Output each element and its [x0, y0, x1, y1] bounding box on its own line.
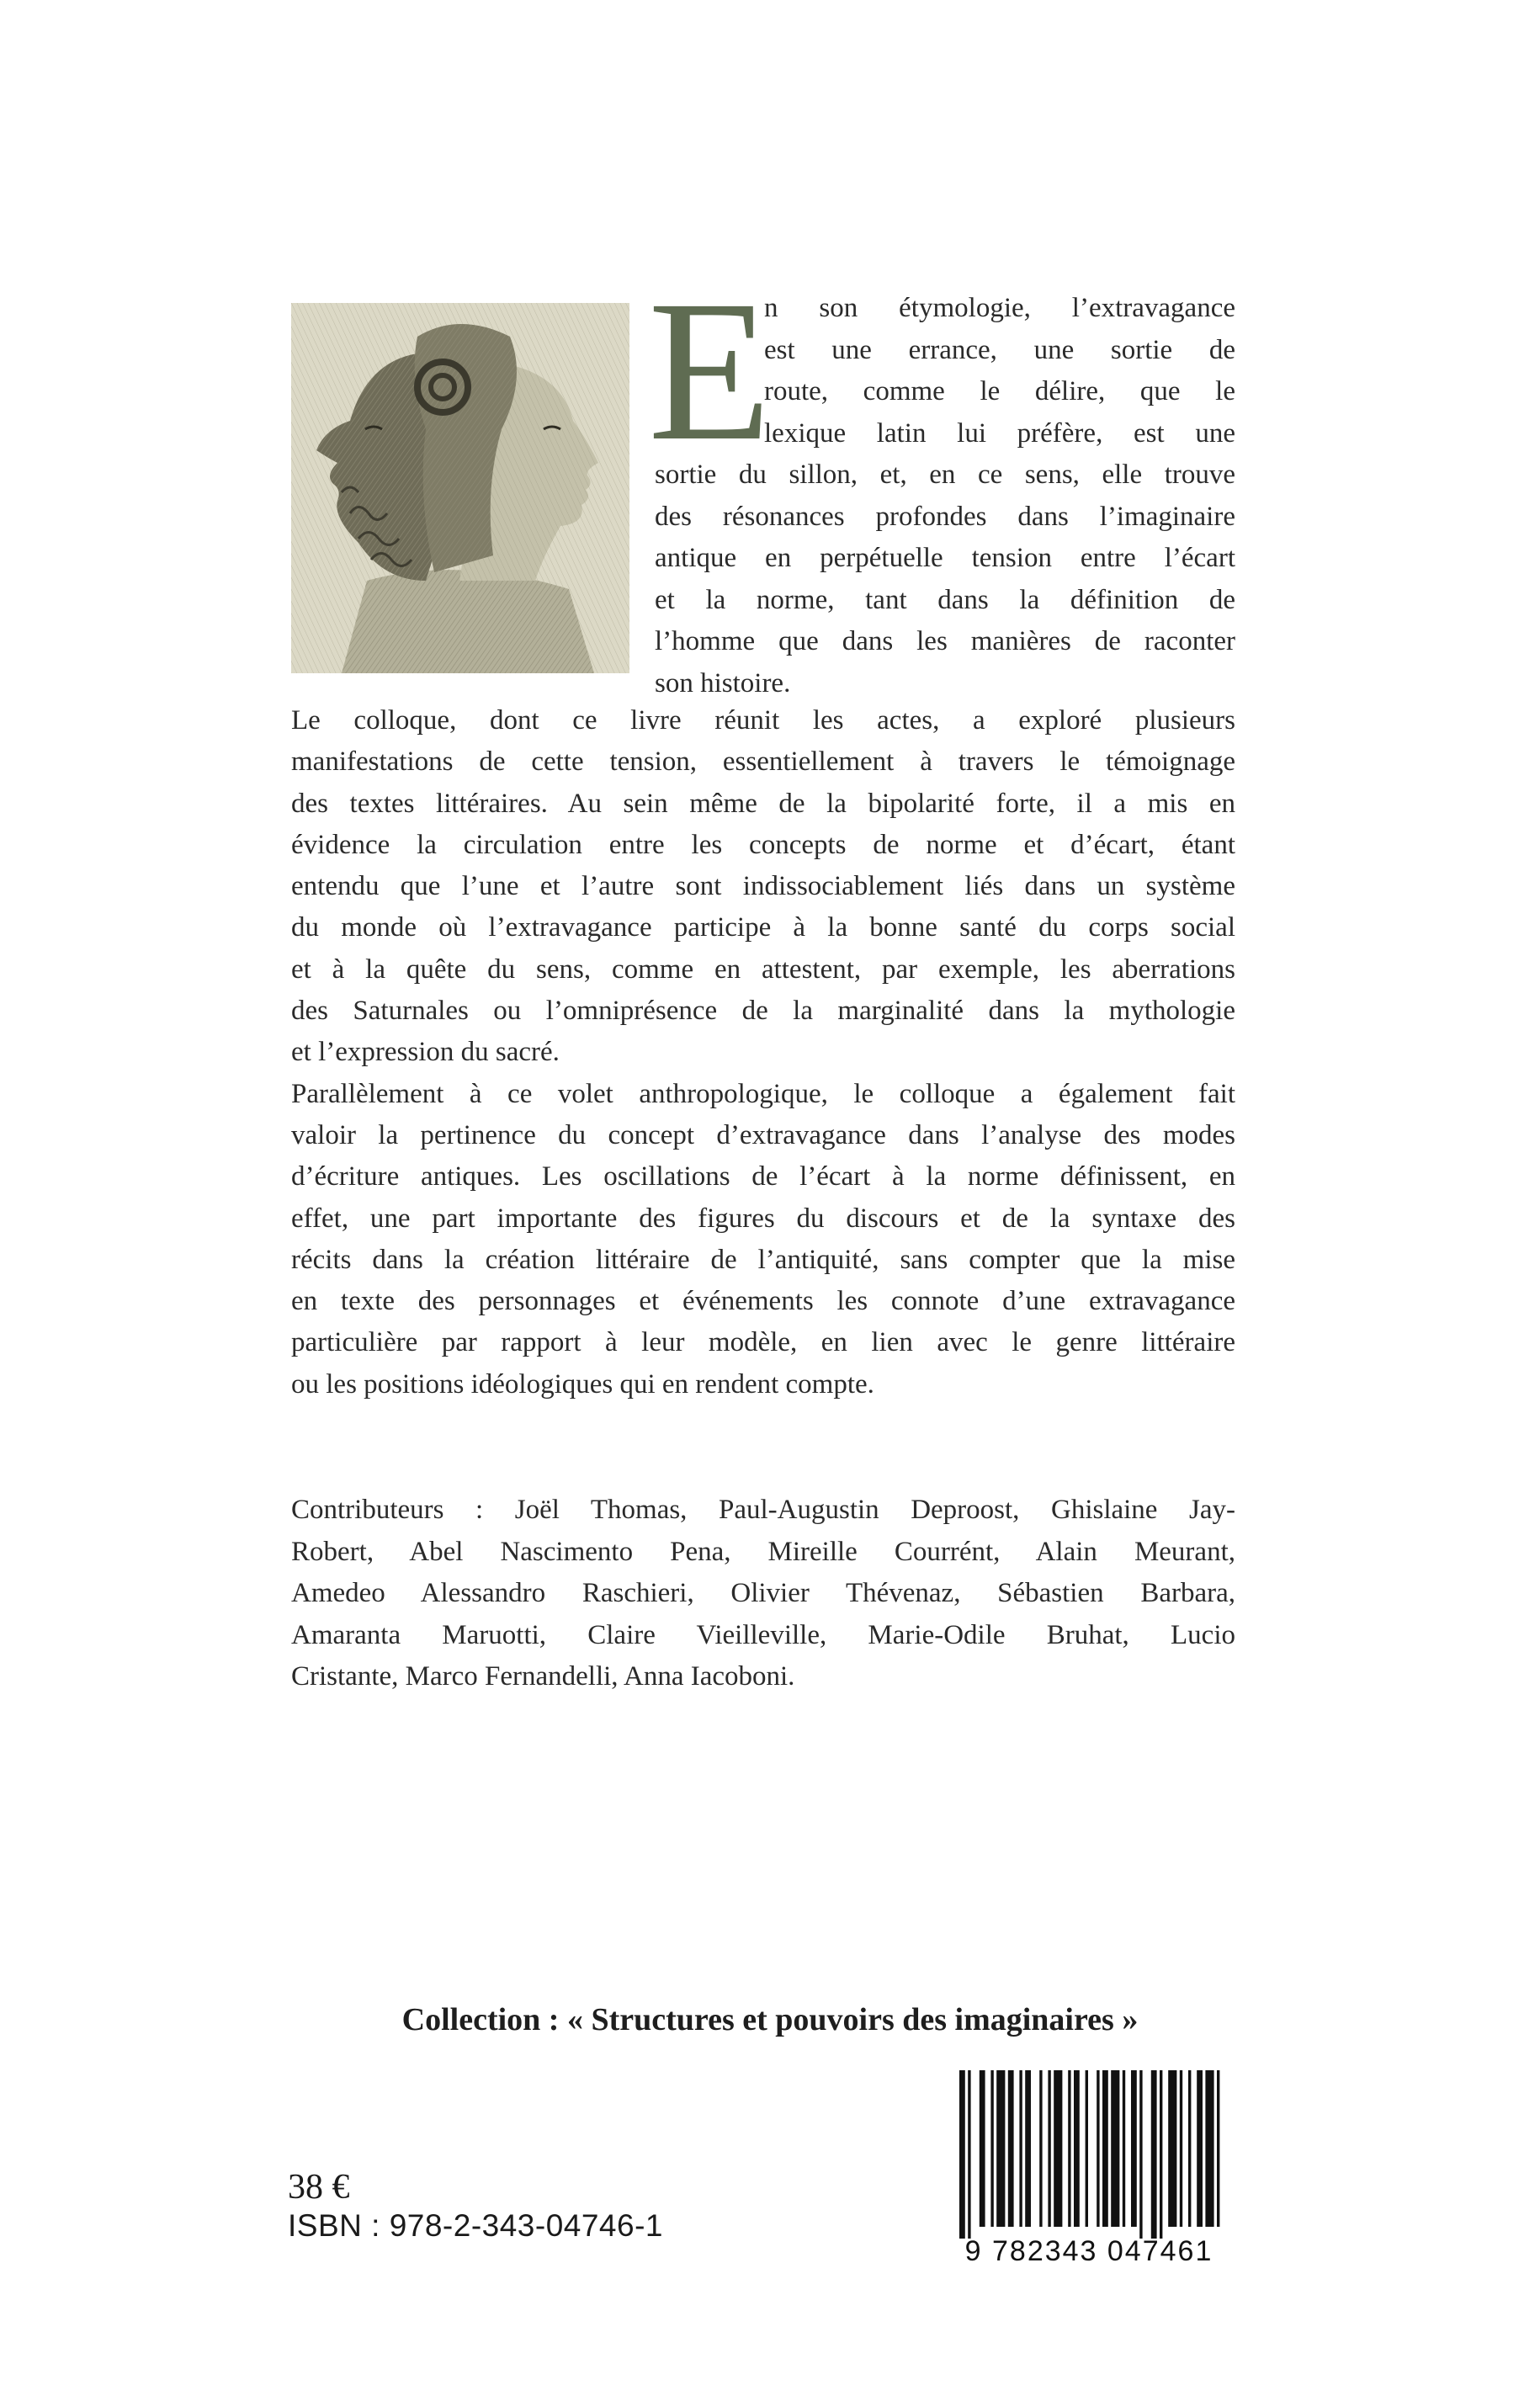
text-line: Parallèlement à ce volet anthropologique, le colloque a également fait [291, 1078, 1235, 1109]
contributors-line: Amaranta Maruotti, Claire Vieilleville, Marie-Odile Bruhat, Lucio [291, 1619, 1235, 1650]
intro-line: route, comme le délire, que le [764, 376, 1235, 406]
intro-line: sortie du sillon, et, en ce sens, elle trouve [655, 459, 1235, 490]
text-line: évidence la circulation entre les concepts de norme et d’écart, étant [291, 829, 1235, 860]
text-line: Le colloque, dont ce livre réunit les actes, a exploré plusieurs [291, 705, 1235, 736]
text-line: des Saturnales ou l’omniprésence de la marginalité dans la mythologie [291, 996, 1235, 1027]
barcode-bar [996, 2070, 1005, 2227]
barcode-bar [1151, 2070, 1157, 2239]
contributors-line: Cristante, Marco Fernandelli, Anna Iacoboni. [291, 1661, 795, 1692]
barcode-digits: 9 782343 047461 [964, 2235, 1213, 2265]
barcode-bar [1131, 2070, 1137, 2227]
text-line: manifestations de cette tension, essentiellement à travers le témoignage [291, 746, 1235, 778]
barcode-bar [1048, 2070, 1050, 2227]
intro-line: des résonances profondes dans l’imaginaire [655, 501, 1235, 532]
contributors-line: Amedeo Alessandro Raschieri, Olivier Thévenaz, Sébastien Barbara, [291, 1578, 1235, 1608]
janus-engraving-image [291, 303, 629, 673]
barcode-bar [1025, 2070, 1031, 2227]
price: 38 € [288, 2168, 350, 2207]
barcode-bar [1102, 2070, 1108, 2227]
intro-line: l’homme que dans les manières de raconter [655, 626, 1235, 656]
barcode-bar [1180, 2070, 1182, 2227]
text-line: des textes littéraires. Au sein même de la bipolarité forte, il a mis en [291, 788, 1235, 819]
barcode-bar [959, 2070, 965, 2239]
intro-line: est une errance, une sortie de [764, 334, 1235, 365]
barcode-bar [1039, 2070, 1042, 2227]
barcode-bar [1123, 2070, 1125, 2227]
text-line: valoir la pertinence du concept d’extravagance dans l’analyse des modes [291, 1119, 1235, 1150]
intro-line: son histoire. [655, 667, 791, 699]
barcode [948, 2064, 1230, 2265]
intro-line: n son étymologie, l’extravagance [764, 293, 1235, 323]
intro-paragraph [655, 288, 1235, 704]
barcode-bar [1054, 2070, 1062, 2227]
barcode-bar [1160, 2070, 1162, 2239]
body-text [291, 700, 1235, 1405]
barcode-bar [1019, 2070, 1022, 2227]
intro-line: et la norme, tant dans la définition de [655, 584, 1235, 615]
text-line: récits dans la création littéraire de l’antiquité, sans compter que la mise [291, 1244, 1235, 1275]
isbn: ISBN : 978-2-343-04746-1 [288, 2208, 663, 2243]
barcode-bar [1086, 2070, 1088, 2227]
contributors-line: Robert, Abel Nascimento Pena, Mireille Courrént, Alain Meurant, [291, 1536, 1235, 1567]
collection-title: Collection : « Structures et pouvoirs des imaginaires » [401, 2002, 1139, 2037]
drop-cap-letter: E [648, 258, 772, 482]
contributors-list [291, 1490, 1235, 1698]
intro-line: antique en perpétuelle tension entre l’écart [655, 543, 1235, 573]
text-line: et l’expression du sacré. [291, 1037, 560, 1068]
barcode-bar [1188, 2070, 1191, 2227]
barcode-bar [968, 2070, 970, 2239]
barcode-bar [980, 2070, 985, 2227]
paragraph-parallelement [291, 1074, 1235, 1405]
paragraph-colloque [291, 700, 1235, 1074]
barcode-bar [1217, 2070, 1219, 2227]
barcode-bar [1168, 2070, 1176, 2227]
text-line: ou les positions idéologiques qui en rendent compte. [291, 1368, 874, 1400]
barcode-bar [1111, 2070, 1119, 2227]
text-line: entendu que l’une et l’autre sont indissociablement liés dans un système [291, 871, 1235, 902]
barcode-bar [1068, 2070, 1070, 2227]
intro-line: lexique latin lui préfère, est une [764, 417, 1235, 449]
text-line: d’écriture antiques. Les oscillations de l’écart à la norme définissent, en [291, 1161, 1235, 1192]
text-line: effet, une part importante des figures du discours et de la syntaxe des [291, 1203, 1235, 1234]
barcode-bar [1197, 2070, 1203, 2227]
barcode-bar [1205, 2070, 1213, 2227]
barcode-bar [1097, 2070, 1099, 2227]
text-line: particulière par rapport à leur modèle, en lien avec le genre littéraire [291, 1327, 1235, 1358]
barcode-bar [1074, 2070, 1080, 2227]
text-line: du monde où l’extravagance participe à la bonne santé du corps social [291, 912, 1235, 943]
barcode-bar [1139, 2070, 1142, 2239]
text-line: en texte des personnages et événements les connote d’une extravagance [291, 1286, 1235, 1317]
barcode-bar [990, 2070, 993, 2227]
text-line: et à la quête du sens, comme en attestent, par exemple, les aberrations [291, 953, 1235, 985]
barcode-bars [948, 2064, 1230, 2265]
barcode-bar [1008, 2070, 1014, 2227]
contributors-line: Contributeurs : Joël Thomas, Paul-Augustin Deproost, Ghislaine Jay- [291, 1495, 1235, 1525]
